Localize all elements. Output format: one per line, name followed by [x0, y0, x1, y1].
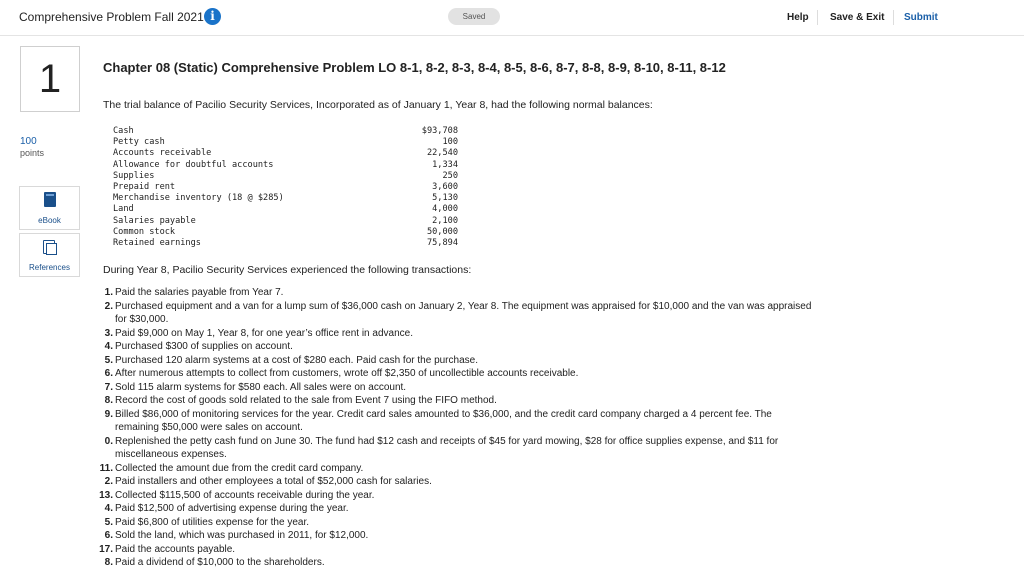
book-icon	[44, 192, 56, 207]
transaction-text: Replenished the petty cash fund on June 30. The fund had $12 cash and receipts of $45 for yard mowing, $28 for office supplies expense, and $11 for miscellaneous expenses.	[115, 435, 779, 460]
account-name: Land	[113, 204, 134, 215]
transaction-number: 8.	[104, 557, 113, 568]
transaction-text: Billed $86,000 of monitoring services for the year. Credit card sales amounted to $36,000, and the credit card company charged a 4 percent fee. The remaining $50,000 were sales on account.	[115, 408, 772, 433]
transaction-text: Sold the land, which was purchased in 2011, for $12,000.	[115, 530, 369, 541]
transaction-number: 1.	[104, 287, 113, 298]
trial-balance-row	[113, 193, 458, 204]
account-name: Cash	[113, 126, 134, 136]
account-name: Merchandise inventory (18 @ $285)	[113, 193, 284, 204]
question-title: Chapter 08 (Static) Comprehensive Problem LO 8-1, 8-2, 8-3, 8-4, 8-5, 8-6, 8-7, 8-8, 8-9, 8-10, 8-11, 8-12	[103, 60, 726, 75]
account-amount: 5,130	[432, 193, 458, 204]
transaction-number: 4.	[104, 503, 113, 514]
account-name: Prepaid rent	[113, 181, 176, 192]
transaction-item	[95, 394, 815, 408]
account-amount: 75,894	[426, 237, 458, 248]
transaction-number: 6.	[104, 530, 113, 541]
info-icon[interactable]: i	[204, 8, 221, 25]
account-amount: 100	[442, 137, 458, 148]
trial-balance-row	[113, 204, 458, 215]
transaction-item	[95, 475, 815, 489]
transaction-text: Paid $9,000 on May 1, Year 8, for one year’s office rent in advance.	[115, 327, 413, 339]
trial-balance-row	[113, 216, 458, 227]
transaction-text: Collected $115,500 of accounts receivable during the year.	[115, 489, 375, 501]
transaction-item	[95, 327, 815, 341]
transaction-item	[95, 354, 815, 368]
transaction-item	[95, 489, 815, 503]
trial-balance-row	[113, 160, 458, 171]
nav-divider	[817, 10, 818, 25]
trial-balance-row	[113, 126, 458, 137]
transaction-number: 9.	[104, 408, 113, 420]
transaction-number: 2.	[104, 476, 113, 487]
assignment-title: Comprehensive Problem Fall 2021	[19, 10, 204, 24]
transaction-item	[95, 367, 815, 381]
transaction-text: Paid $6,800 of utilities expense for the year.	[115, 516, 310, 528]
transaction-text: Purchased equipment and a van for a lump sum of $36,000 cash on January 2, Year 8. The equipment was appraised for $10,000 and the van was appraised for $30,000.	[115, 300, 812, 325]
transaction-item	[95, 381, 815, 395]
points-label: points	[20, 148, 45, 158]
transaction-item	[95, 435, 815, 462]
save-exit-button[interactable]: Save & Exit	[830, 12, 885, 23]
transaction-number: 0.	[104, 435, 113, 447]
account-name: Supplies	[113, 170, 155, 181]
transaction-number: 17.	[99, 543, 113, 555]
account-amount: 50,000	[426, 226, 458, 237]
transaction-text: Paid $12,500 of advertising expense during the year.	[115, 503, 349, 514]
trial-balance-row	[113, 171, 458, 182]
transaction-item	[95, 516, 815, 530]
transactions-intro: During Year 8, Pacilio Security Services experienced the following transactions:	[103, 264, 472, 276]
question-intro: The trial balance of Pacilio Security Services, Incorporated as of January 1, Year 8, had the following normal balances:	[103, 99, 653, 111]
nav-divider	[893, 10, 894, 25]
account-name: Allowance for doubtful accounts	[113, 159, 274, 170]
account-name: Retained earnings	[113, 237, 201, 248]
transaction-number: 5.	[104, 516, 113, 528]
transaction-item	[95, 529, 815, 543]
account-amount: 250	[442, 170, 458, 181]
points-value: 100	[20, 136, 37, 147]
transaction-item	[95, 543, 815, 557]
top-bar	[0, 0, 1024, 36]
trial-balance-row	[113, 137, 458, 148]
transaction-item	[95, 300, 815, 327]
transaction-number: 3.	[104, 327, 113, 339]
transaction-item	[95, 556, 815, 570]
transaction-number: 2.	[104, 300, 113, 312]
transaction-item	[95, 462, 815, 476]
transaction-number: 13.	[99, 489, 113, 501]
account-amount: 2,100	[432, 215, 458, 226]
account-amount: 22,540	[426, 148, 458, 159]
transaction-number: 6.	[104, 368, 113, 379]
transaction-text: Sold 115 alarm systems for $580 each. All sales were on account.	[115, 381, 407, 393]
transaction-number: 11.	[99, 462, 113, 474]
account-name: Accounts receivable	[113, 148, 212, 159]
question-number: 1	[20, 46, 80, 112]
transaction-number: 4.	[104, 341, 113, 352]
transaction-item	[95, 502, 815, 516]
transaction-number: 8.	[104, 395, 113, 406]
trial-balance-row	[113, 227, 458, 238]
account-name: Salaries payable	[113, 215, 196, 226]
references-label: References	[29, 263, 70, 272]
transaction-text: Paid installers and other employees a total of $52,000 cash for salaries.	[115, 476, 432, 487]
transaction-text: Paid the salaries payable from Year 7.	[115, 287, 284, 298]
account-name: Petty cash	[113, 137, 165, 148]
transaction-text: Paid a dividend of $10,000 to the shareholders.	[115, 557, 325, 568]
trial-balance-table	[113, 126, 458, 249]
references-button[interactable]	[19, 233, 80, 277]
transaction-item	[95, 408, 815, 435]
help-button[interactable]: Help	[787, 12, 809, 23]
transaction-text: Collected the amount due from the credit card company.	[115, 462, 364, 474]
transaction-text: Paid the accounts payable.	[115, 543, 236, 555]
transaction-text: Purchased 120 alarm systems at a cost of $280 each. Paid cash for the purchase.	[115, 354, 478, 366]
transactions-list	[95, 286, 815, 570]
account-amount: 1,334	[432, 159, 458, 170]
account-amount: 3,600	[432, 181, 458, 192]
account-amount: 4,000	[432, 204, 458, 215]
copy-icon	[43, 240, 55, 254]
ebook-label: eBook	[38, 216, 61, 225]
submit-button[interactable]: Submit	[904, 12, 938, 23]
trial-balance-row	[113, 238, 458, 249]
transaction-number: 5.	[104, 354, 113, 366]
ebook-button[interactable]	[19, 186, 80, 230]
trial-balance-row	[113, 148, 458, 159]
transaction-text: Purchased $300 of supplies on account.	[115, 341, 293, 352]
transaction-text: Record the cost of goods sold related to the sale from Event 7 using the FIFO method.	[115, 395, 497, 406]
save-status-badge: Saved	[448, 8, 500, 25]
account-amount: $93,708	[421, 126, 458, 136]
account-name: Common stock	[113, 226, 176, 237]
transaction-text: After numerous attempts to collect from customers, wrote off $2,350 of uncollectible accounts receivable.	[115, 368, 579, 379]
transaction-number: 7.	[104, 381, 113, 393]
transaction-item	[95, 286, 815, 300]
trial-balance-row	[113, 182, 458, 193]
transaction-item	[95, 340, 815, 354]
